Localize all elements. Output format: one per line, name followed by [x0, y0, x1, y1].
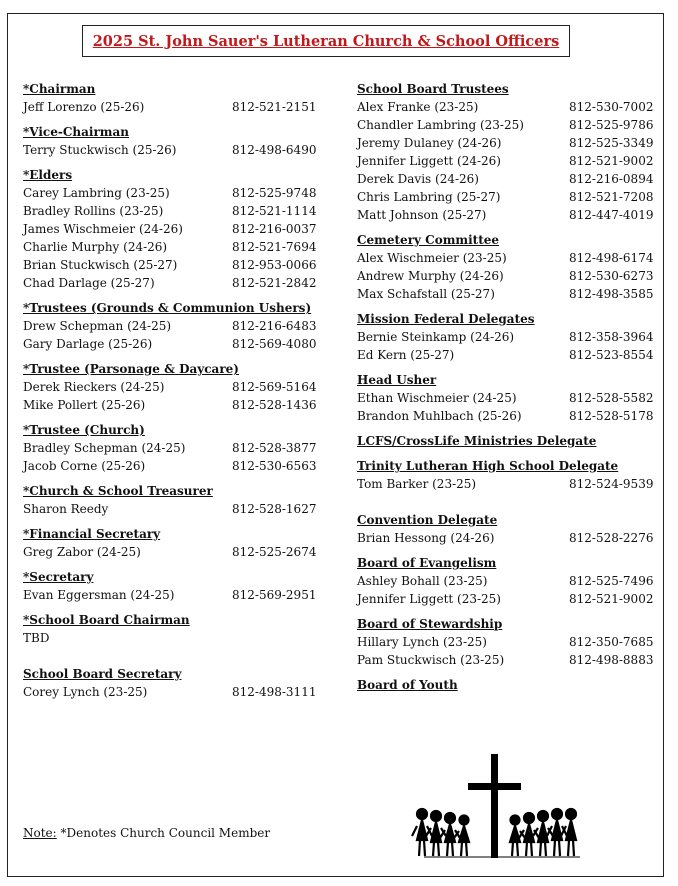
section-trinity-lutheran-high-school-delegate — [357, 457, 654, 493]
officer-name: Greg Zabor (24-25) — [23, 545, 141, 559]
officer-name: Ethan Wischmeier (24-25) — [357, 391, 517, 405]
officer-phone: 812-521-2151 — [232, 100, 317, 114]
left-column — [23, 80, 317, 701]
officer-row — [357, 407, 654, 425]
right-column — [357, 80, 654, 694]
officer-name: Jeff Lorenzo (25-26) — [23, 100, 145, 114]
officer-row — [357, 134, 654, 152]
officer-name: Alex Wischmeier (23-25) — [357, 251, 507, 265]
officer-name: Ed Kern (25-27) — [357, 348, 455, 362]
officer-row — [23, 396, 317, 414]
officer-row — [357, 267, 654, 285]
officer-row — [23, 141, 317, 159]
officer-phone: 812-521-9002 — [569, 154, 654, 168]
officer-name: Chad Darlage (25-27) — [23, 276, 155, 290]
officer-phone: 812-216-6483 — [232, 319, 317, 333]
officer-name: Matt Johnson (25-27) — [357, 208, 487, 222]
officer-phone: 812-350-7685 — [569, 635, 654, 649]
section-heading: *Financial Secretary — [23, 527, 161, 541]
officer-row — [357, 116, 654, 134]
officer-name: Bradley Schepman (24-25) — [23, 441, 186, 455]
section-vice-chairman — [23, 123, 317, 159]
officer-row — [357, 572, 654, 590]
officer-row — [23, 457, 317, 475]
officer-phone: 812-521-7208 — [569, 190, 654, 204]
section-chairman — [23, 80, 317, 116]
officer-row — [357, 328, 654, 346]
officer-row — [357, 346, 654, 364]
section-heading: *Church & School Treasurer — [23, 484, 213, 498]
section-secretary — [23, 568, 317, 604]
officer-phone: 812-528-1627 — [232, 502, 317, 516]
officer-row — [23, 378, 317, 396]
officer-name: Bernie Steinkamp (24-26) — [357, 330, 515, 344]
officer-name: Jennifer Liggett (23-25) — [357, 592, 501, 606]
officer-phone: 812-521-9002 — [569, 592, 654, 606]
officer-name: Chandler Lambring (23-25) — [357, 118, 524, 132]
officer-name: Pam Stuckwisch (23-25) — [357, 653, 505, 667]
officer-phone: 812-498-3111 — [232, 685, 317, 699]
section-school-board-chairman — [23, 611, 308, 647]
officer-phone: 812-528-2276 — [569, 531, 654, 545]
officer-name: Jeremy Dulaney (24-26) — [357, 136, 502, 150]
officer-row — [357, 651, 654, 669]
officer-row — [23, 220, 317, 238]
officer-name: James Wischmeier (24-26) — [23, 222, 183, 236]
officer-name: TBD — [23, 631, 50, 645]
officer-name: Alex Franke (23-25) — [357, 100, 479, 114]
officer-phone: 812-528-5582 — [569, 391, 654, 405]
officer-phone: 812-528-1436 — [232, 398, 317, 412]
officer-phone: 812-525-3349 — [569, 136, 654, 150]
officer-phone: 812-447-4019 — [569, 208, 654, 222]
page-title: 2025 St. John Sauer's Lutheran Church & School Officers — [92, 32, 560, 50]
section-heading: *Vice-Chairman — [23, 125, 129, 139]
section-financial-secretary — [23, 525, 317, 561]
officer-name: Mike Pollert (25-26) — [23, 398, 146, 412]
section-heading: Board of Youth — [357, 678, 458, 692]
section-heading: Cemetery Committee — [357, 233, 500, 247]
officer-name: Bradley Rollins (23-25) — [23, 204, 164, 218]
section-mission-federal-delegates — [357, 310, 654, 364]
officer-phone: 812-530-6563 — [232, 459, 317, 473]
officer-name: Carey Lambring (23-25) — [23, 186, 170, 200]
section-heading: Trinity Lutheran High School Delegate — [357, 459, 619, 473]
officer-phone: 812-216-0894 — [569, 172, 654, 186]
officer-phone: 812-524-9539 — [569, 477, 654, 491]
section-heading: *Trustee (Parsonage & Daycare) — [23, 362, 239, 376]
officer-row — [357, 249, 654, 267]
section-heading: *School Board Chairman — [23, 613, 190, 627]
officer-name: Drew Schepman (24-25) — [23, 319, 172, 333]
officer-name: Corey Lynch (23-25) — [23, 685, 148, 699]
officer-row — [23, 586, 317, 604]
section-heading: Board of Stewardship — [357, 617, 503, 631]
section-board-of-stewardship — [357, 615, 654, 669]
officer-phone: 812-521-7694 — [232, 240, 317, 254]
officer-phone: 812-525-7496 — [569, 574, 654, 588]
officer-row — [23, 543, 317, 561]
section-heading: School Board Secretary — [23, 667, 182, 681]
officer-row — [357, 170, 654, 188]
footnote — [23, 826, 270, 840]
officer-phone: 812-525-9786 — [569, 118, 654, 132]
officer-phone: 812-569-4080 — [232, 337, 317, 351]
officer-row — [357, 529, 654, 547]
officer-phone: 812-530-7002 — [569, 100, 654, 114]
officer-row — [357, 206, 654, 224]
officer-phone: 812-521-2842 — [232, 276, 317, 290]
officer-row — [23, 500, 317, 518]
officer-row — [23, 184, 317, 202]
officer-name: Charlie Murphy (24-26) — [23, 240, 168, 254]
officer-phone: 812-498-6174 — [569, 251, 654, 265]
cross-icon — [491, 754, 498, 858]
section-heading: School Board Trustees — [357, 82, 509, 96]
section-heading: *Elders — [23, 168, 73, 182]
officer-phone: 812-358-3964 — [569, 330, 654, 344]
officer-phone: 812-528-3877 — [232, 441, 317, 455]
officer-phone: 812-569-5164 — [232, 380, 317, 394]
officer-row — [23, 256, 317, 274]
officer-name: Derek Rieckers (24-25) — [23, 380, 165, 394]
officer-row — [23, 202, 317, 220]
section-trustees-grounds-communion-ushers — [23, 299, 317, 353]
officer-name: Terry Stuckwisch (25-26) — [23, 143, 177, 157]
officer-phone: 812-498-8883 — [569, 653, 654, 667]
officer-row — [357, 475, 654, 493]
officer-name: Jacob Corne (25-26) — [23, 459, 146, 473]
section-head-usher — [357, 371, 654, 425]
officer-row — [23, 98, 317, 116]
officer-phone: 812-528-5178 — [569, 409, 654, 423]
cross-with-people-illustration — [410, 752, 585, 860]
section-trustee-parsonage-daycare — [23, 360, 317, 414]
section-school-board-trustees — [357, 80, 654, 224]
officer-phone: 812-525-2674 — [232, 545, 317, 559]
officer-row — [357, 285, 654, 303]
officer-phone: 812-953-0066 — [232, 258, 317, 272]
officer-row — [23, 683, 317, 701]
officer-name: Tom Barker (23-25) — [357, 477, 477, 491]
officer-name: Brandon Muhlbach (25-26) — [357, 409, 522, 423]
officer-name: Hillary Lynch (23-25) — [357, 635, 487, 649]
officer-row — [23, 317, 317, 335]
officer-row — [23, 238, 317, 256]
section-school-board-secretary — [23, 665, 317, 701]
officer-phone: 812-498-6490 — [232, 143, 317, 157]
officer-name: Gary Darlage (25-26) — [23, 337, 153, 351]
officer-row — [357, 590, 654, 608]
officer-row — [23, 439, 317, 457]
section-heading: Mission Federal Delegates — [357, 312, 535, 326]
section-heading: LCFS/CrossLife Ministries Delegate — [357, 434, 597, 448]
officer-name: Max Schafstall (25-27) — [357, 287, 495, 301]
officer-name: Chris Lambring (25-27) — [357, 190, 501, 204]
section-heading: *Secretary — [23, 570, 94, 584]
officer-name: Ashley Bohall (23-25) — [357, 574, 488, 588]
officer-phone: 812-569-2951 — [232, 588, 317, 602]
section-heading: Head Usher — [357, 373, 437, 387]
officer-row — [357, 188, 654, 206]
section-heading: *Trustee (Church) — [23, 423, 145, 437]
officer-row — [357, 389, 654, 407]
footnote-label: Note: — [23, 826, 57, 840]
officer-row — [357, 152, 654, 170]
section-heading: *Trustees (Grounds & Communion Ushers) — [23, 301, 312, 315]
officer-phone: 812-216-0037 — [232, 222, 317, 236]
section-convention-delegate — [357, 511, 654, 547]
section-board-of-youth — [357, 676, 647, 694]
section-heading: Convention Delegate — [357, 513, 498, 527]
officer-phone: 812-521-1114 — [232, 204, 317, 218]
officer-row — [357, 98, 654, 116]
section-heading: Board of Evangelism — [357, 556, 497, 570]
officer-row — [23, 274, 317, 292]
officer-name: Jennifer Liggett (24-26) — [357, 154, 501, 168]
officer-row — [357, 633, 654, 651]
section-elders — [23, 166, 317, 292]
officer-phone: 812-498-3585 — [569, 287, 654, 301]
officer-name: Brian Stuckwisch (25-27) — [23, 258, 178, 272]
officer-row — [23, 629, 308, 647]
officer-phone: 812-525-9748 — [232, 186, 317, 200]
section-trustee-church — [23, 421, 317, 475]
officer-phone: 812-530-6273 — [569, 269, 654, 283]
officer-name: Sharon Reedy — [23, 502, 109, 516]
section-lcfs-crosslife-ministries-delegate — [357, 432, 647, 450]
title-box — [82, 25, 570, 57]
officer-row — [23, 335, 317, 353]
section-cemetery-committee — [357, 231, 654, 303]
section-heading: *Chairman — [23, 82, 96, 96]
officer-phone: 812-523-8554 — [569, 348, 654, 362]
officer-name: Evan Eggersman (24-25) — [23, 588, 175, 602]
officer-name: Brian Hessong (24-26) — [357, 531, 495, 545]
officer-name: Andrew Murphy (24-26) — [357, 269, 504, 283]
section-church-school-treasurer — [23, 482, 317, 518]
section-board-of-evangelism — [357, 554, 654, 608]
officer-name: Derek Davis (24-26) — [357, 172, 479, 186]
footnote-text: *Denotes Church Council Member — [56, 826, 271, 840]
